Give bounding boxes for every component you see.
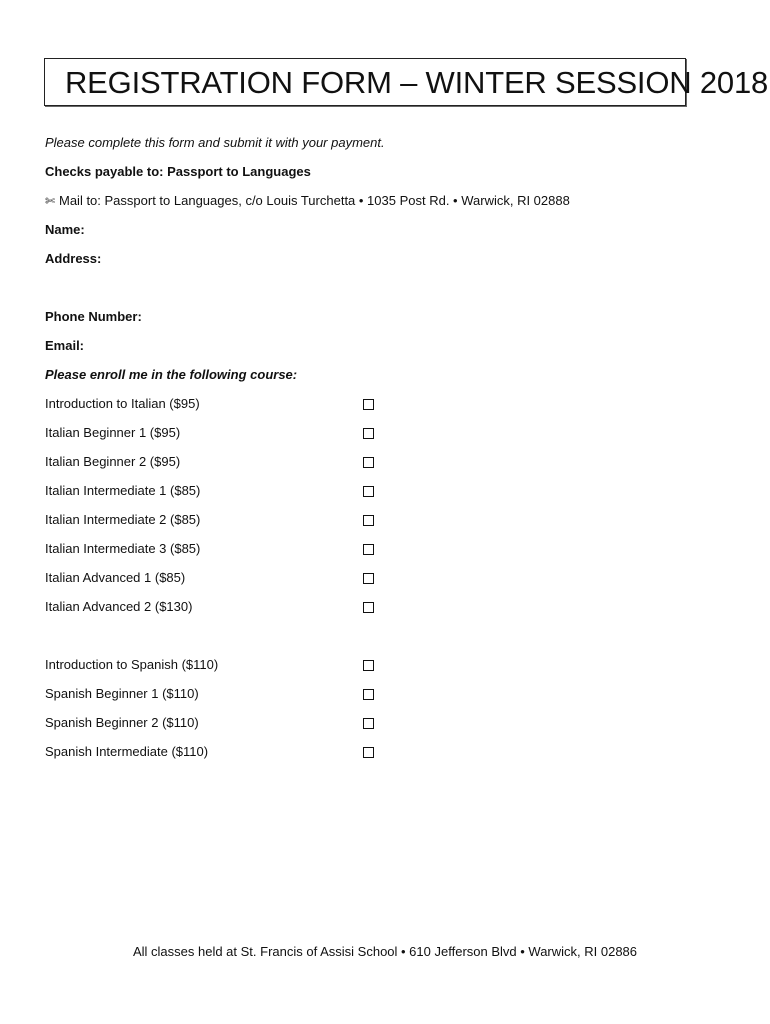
checkbox-icon[interactable] — [363, 486, 374, 497]
address-field-label: Address: — [45, 251, 102, 266]
checks-payable-text: Checks payable to: Passport to Languages — [45, 164, 311, 179]
course-label: Introduction to Italian ($95) — [45, 396, 200, 411]
course-label: Spanish Intermediate ($110) — [45, 744, 209, 759]
phone-field-label: Phone Number: — [45, 309, 142, 324]
checkbox-icon[interactable] — [363, 544, 374, 555]
checkbox-icon[interactable] — [363, 747, 374, 758]
checkbox-icon[interactable] — [363, 660, 374, 671]
form-title: REGISTRATION FORM – WINTER SESSION 2018 — [65, 65, 769, 100]
mail-to-text: Mail to: Passport to Languages, c/o Louis Turchetta • 1035 Post Rd. • Warwick, RI 02888 — [59, 193, 570, 208]
checkbox-icon[interactable] — [363, 515, 374, 526]
checkbox-icon[interactable] — [363, 689, 374, 700]
course-label: Italian Advanced 2 ($130) — [45, 599, 193, 614]
name-field-label: Name: — [45, 222, 85, 237]
course-label: Italian Intermediate 2 ($85) — [45, 512, 201, 527]
footer-text — [0, 944, 770, 959]
intro-text: Please complete this form and submit it with your payment. — [45, 135, 385, 150]
checkbox-icon[interactable] — [363, 428, 374, 439]
footer-label: All classes held at St. Francis of Assisi School • 610 Jefferson Blvd • Warwick, RI 02886 — [132, 944, 638, 959]
course-label: Introduction to Spanish ($110) — [45, 657, 219, 672]
checkbox-icon[interactable] — [363, 399, 374, 410]
course-label: Spanish Beginner 1 ($110) — [45, 686, 199, 701]
enroll-heading: Please enroll me in the following course: — [45, 367, 298, 382]
course-label: Italian Intermediate 1 ($85) — [45, 483, 201, 498]
course-label: Italian Intermediate 3 ($85) — [45, 541, 201, 556]
course-label: Spanish Beginner 2 ($110) — [45, 715, 199, 730]
email-field-label: Email: — [45, 338, 85, 353]
course-label: Italian Beginner 1 ($95) — [45, 425, 181, 440]
title-box — [44, 58, 769, 106]
checkbox-icon[interactable] — [363, 457, 374, 468]
course-label: Italian Advanced 1 ($85) — [45, 570, 186, 585]
checkbox-icon[interactable] — [363, 602, 374, 613]
checkbox-icon[interactable] — [363, 718, 374, 729]
mail-pointer-icon: ✄ — [45, 194, 56, 208]
course-label: Italian Beginner 2 ($95) — [45, 454, 181, 469]
checkbox-icon[interactable] — [363, 573, 374, 584]
mail-to-line — [45, 193, 570, 208]
